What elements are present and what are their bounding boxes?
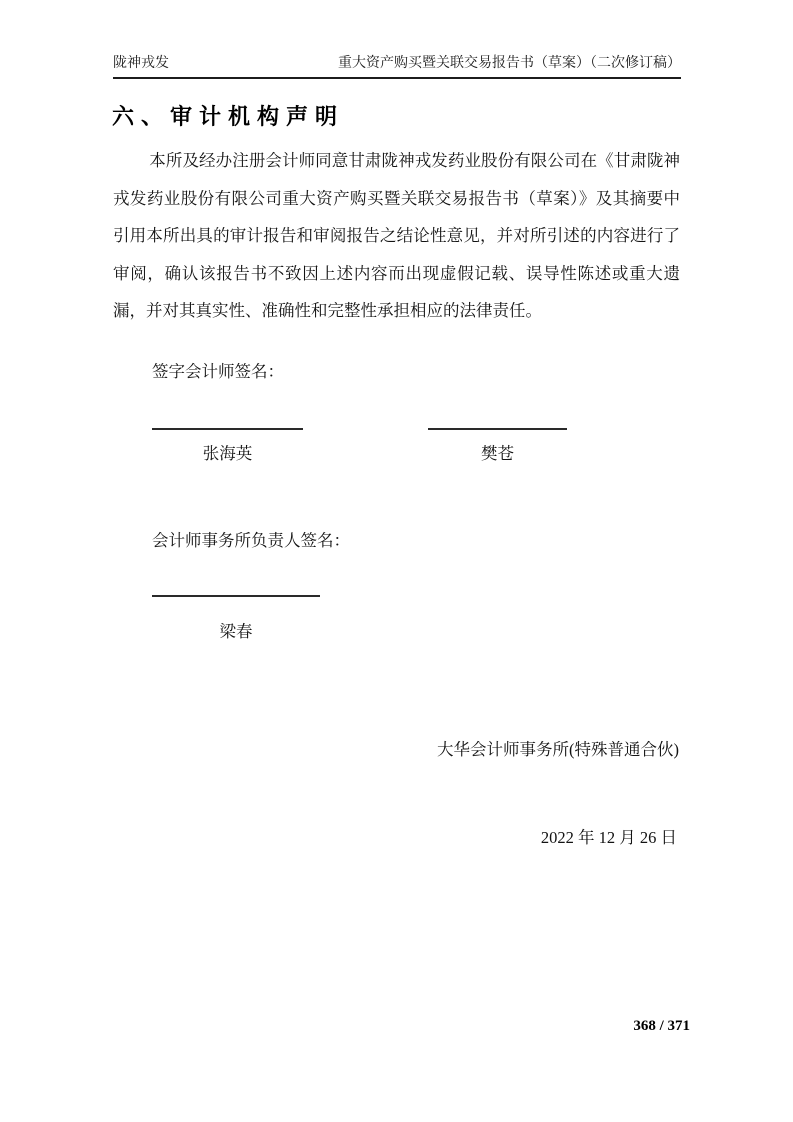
firm-head-name: 梁春 [219,622,253,641]
accountant-name-2: 樊苍 [481,444,514,463]
statement-paragraph: 本所及经办注册会计师同意甘肃陇神戎发药业股份有限公司在《甘肃陇神戎发药业股份有限公司重大资产购买暨关联交易报告书（草案）》及其摘要中引用本所出具的审计报告和审阅报告之结论性意见，并对所引述的内容进行了审阅，确认该报告书不致因上述内容而出现虚假记载、误导性陈述或重大遗漏，并对其真实性、准确性和完整性承担相应的法律责任。 [113,151,680,321]
firm-head-label: 会计师事务所负责人签名： [152,531,350,550]
signature-line-accountant-1 [152,428,303,430]
accounting-firm-name: 大华会计师事务所(特殊普通合伙) [437,740,679,759]
header-right-running-title: 重大资产购买暨关联交易报告书（草案）（二次修订稿） [338,56,681,71]
page-header [113,52,681,79]
accountant-name-1: 张海英 [202,444,253,463]
section-title: 六、审计机构声明 [112,104,345,129]
signature-date: 2022 年 12 月 26 日 [540,828,677,847]
signature-line-accountant-2 [428,428,567,430]
header-left-running-title: 陇神戎发 [113,56,169,71]
page-number: 368 / 371 [633,1018,690,1034]
signing-accountants-label: 签字会计师签名： [152,362,284,381]
signature-line-firm-head [152,595,320,597]
